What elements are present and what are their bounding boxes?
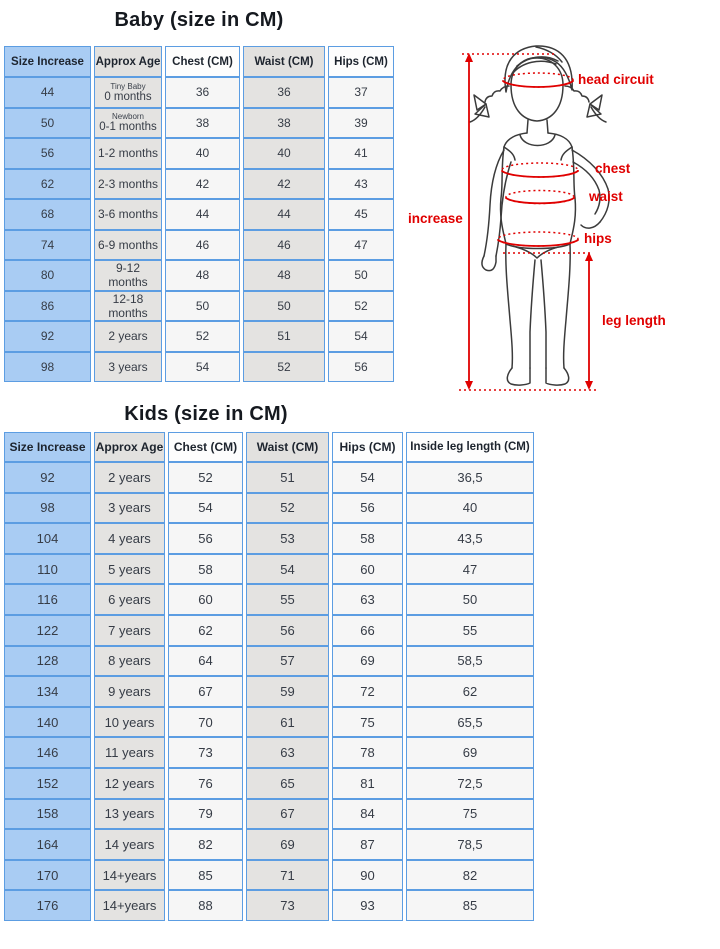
size-cell: 128 [4,646,91,677]
leg-cell: 75 [406,799,534,830]
age-cell: 1-2 months [94,138,162,169]
hips-cell: 81 [332,768,403,799]
column-header-approx-age: Approx Age [94,46,162,77]
age-cell: 14+years [94,890,165,921]
leg-cell: 40 [406,493,534,524]
waist-cell: 52 [243,352,325,383]
chest-cell: 76 [168,768,243,799]
waist-cell: 53 [246,523,329,554]
waist-cell: 63 [246,737,329,768]
chest-cell: 36 [165,77,240,108]
waist-cell: 67 [246,799,329,830]
waist-cell: 52 [246,493,329,524]
leg-cell: 62 [406,676,534,707]
hips-cell: 56 [328,352,394,383]
hips-cell: 93 [332,890,403,921]
age-cell: 2-3 months [94,169,162,200]
age-label: 0-1 months [99,121,157,134]
table-row [4,169,394,200]
leg-cell: 55 [406,615,534,646]
table-row [4,860,534,891]
waist-cell: 61 [246,707,329,738]
waist-cell: 40 [243,138,325,169]
chest-cell: 50 [165,291,240,322]
chest-cell: 44 [165,199,240,230]
kids-size-table [1,432,537,921]
size-cell: 158 [4,799,91,830]
waist-cell: 38 [243,108,325,139]
hips-cell: 60 [332,554,403,585]
size-cell: 176 [4,890,91,921]
size-cell: 86 [4,291,91,322]
chest-cell: 52 [165,321,240,352]
waist-cell: 59 [246,676,329,707]
age-cell: 2 years [94,462,165,493]
leg-cell: 50 [406,584,534,615]
age-cell: 9 years [94,676,165,707]
waist-cell: 51 [246,462,329,493]
column-header-hips: Hips (CM) [328,46,394,77]
column-header-hips: Hips (CM) [332,432,403,462]
size-cell: 68 [4,199,91,230]
table-row [4,230,394,261]
chest-cell: 67 [168,676,243,707]
chest-cell: 82 [168,829,243,860]
chest-cell: 42 [165,169,240,200]
chest-cell: 54 [165,352,240,383]
chest-cell: 64 [168,646,243,677]
waist-cell: 36 [243,77,325,108]
size-cell: 152 [4,768,91,799]
table-row [4,108,394,139]
size-cell: 92 [4,462,91,493]
waist-cell: 50 [243,291,325,322]
table-row [4,321,394,352]
table-row [4,77,394,108]
size-cell: 80 [4,260,91,291]
table-row [4,462,534,493]
waist-label: waist [589,189,623,204]
age-cell: 3 years [94,493,165,524]
hips-cell: 66 [332,615,403,646]
leg-cell: 58,5 [406,646,534,677]
column-header-waist: Waist (CM) [246,432,329,462]
chest-label: chest [595,161,631,176]
waist-cell: 56 [246,615,329,646]
chest-cell: 38 [165,108,240,139]
table-row [4,768,534,799]
size-cell: 140 [4,707,91,738]
age-cell: 5 years [94,554,165,585]
chest-cell: 73 [168,737,243,768]
table-row [4,615,534,646]
waist-cell: 46 [243,230,325,261]
chest-cell: 56 [168,523,243,554]
leg-length-label: leg length [602,313,666,328]
age-cell: 13 years [94,799,165,830]
table-row [4,707,534,738]
waist-cell: 73 [246,890,329,921]
size-cell: 104 [4,523,91,554]
waist-cell: 65 [246,768,329,799]
size-cell: 116 [4,584,91,615]
table-row [4,493,534,524]
chest-cell: 54 [168,493,243,524]
chest-cell: 85 [168,860,243,891]
hips-cell: 54 [332,462,403,493]
leg-cell: 69 [406,737,534,768]
hips-cell: 54 [328,321,394,352]
age-cell: 6 years [94,584,165,615]
column-header-size-increase: Size Increase [4,432,91,462]
table-row [4,523,534,554]
age-cell: 12 years [94,768,165,799]
table-row [4,676,534,707]
size-cell: 170 [4,860,91,891]
waist-cell: 42 [243,169,325,200]
leg-cell: 82 [406,860,534,891]
hips-cell: 45 [328,199,394,230]
age-label: 0 months [104,90,152,103]
size-cell: 164 [4,829,91,860]
hips-cell: 50 [328,260,394,291]
chest-cell: 62 [168,615,243,646]
waist-cell: 51 [243,321,325,352]
waist-cell: 48 [243,260,325,291]
size-cell: 110 [4,554,91,585]
size-cell: 74 [4,230,91,261]
size-cell: 146 [4,737,91,768]
size-cell: 122 [4,615,91,646]
header-row [4,432,534,462]
hips-cell: 84 [332,799,403,830]
age-cell: 7 years [94,615,165,646]
waist-cell: 55 [246,584,329,615]
hips-cell: 78 [332,737,403,768]
table-row [4,291,394,322]
age-cell: 4 years [94,523,165,554]
size-cell: 92 [4,321,91,352]
age-cell: 6-9 months [94,230,162,261]
table-row [4,584,534,615]
increase-label: increase [408,211,463,226]
chest-cell: 79 [168,799,243,830]
leg-cell: 65,5 [406,707,534,738]
chest-cell: 60 [168,584,243,615]
table-row [4,260,394,291]
age-cell: 11 years [94,737,165,768]
table-row [4,138,394,169]
waist-cell: 71 [246,860,329,891]
baby-size-table [1,46,397,382]
size-cell: 134 [4,676,91,707]
hips-cell: 52 [328,291,394,322]
hips-cell: 47 [328,230,394,261]
leg-cell: 43,5 [406,523,534,554]
chest-cell: 40 [165,138,240,169]
hips-cell: 75 [332,707,403,738]
hips-cell: 63 [332,584,403,615]
child-measurement-illustration [400,40,720,400]
age-cell [94,108,162,139]
hips-cell: 43 [328,169,394,200]
age-cell [94,77,162,108]
chest-cell: 58 [168,554,243,585]
hips-label: hips [584,231,612,246]
table-row [4,737,534,768]
size-cell: 98 [4,493,91,524]
table-row [4,352,394,383]
hips-cell: 39 [328,108,394,139]
size-cell: 50 [4,108,91,139]
age-cell: 3-6 months [94,199,162,230]
head-circuit-label: head circuit [578,72,654,87]
chest-cell: 46 [165,230,240,261]
hips-cell: 69 [332,646,403,677]
size-cell: 56 [4,138,91,169]
size-cell: 62 [4,169,91,200]
leg-cell: 85 [406,890,534,921]
column-header-size-increase: Size Increase [4,46,91,77]
age-cell: 9-12 months [94,260,162,291]
age-cell: 12-18 months [94,291,162,322]
baby-table-title: Baby (size in CM) [114,9,284,31]
age-note: Tiny Baby [110,81,146,91]
leg-cell: 47 [406,554,534,585]
column-header-waist: Waist (CM) [243,46,325,77]
waist-cell: 54 [246,554,329,585]
chest-cell: 48 [165,260,240,291]
leg-cell: 78,5 [406,829,534,860]
table-row [4,199,394,230]
table-row [4,799,534,830]
waist-cell: 44 [243,199,325,230]
column-header-inside-leg-length: Inside leg length (CM) [406,432,534,462]
age-cell: 14 years [94,829,165,860]
waist-cell: 69 [246,829,329,860]
chest-cell: 70 [168,707,243,738]
age-cell: 14+years [94,860,165,891]
table-row [4,829,534,860]
age-cell: 8 years [94,646,165,677]
size-cell: 44 [4,77,91,108]
waist-cell: 57 [246,646,329,677]
hips-cell: 72 [332,676,403,707]
kids-table-title: Kids (size in CM) [124,403,288,425]
hips-cell: 37 [328,77,394,108]
column-header-chest: Chest (CM) [168,432,243,462]
hips-cell: 58 [332,523,403,554]
age-note: Newborn [111,112,144,122]
table-row [4,646,534,677]
column-header-chest: Chest (CM) [165,46,240,77]
table-row [4,554,534,585]
table-row [4,890,534,921]
leg-cell: 36,5 [406,462,534,493]
hips-cell: 41 [328,138,394,169]
age-cell: 10 years [94,707,165,738]
header-row [4,46,394,77]
hips-cell: 87 [332,829,403,860]
age-cell: 3 years [94,352,162,383]
age-cell: 2 years [94,321,162,352]
chest-cell: 52 [168,462,243,493]
leg-cell: 72,5 [406,768,534,799]
chest-cell: 88 [168,890,243,921]
size-cell: 98 [4,352,91,383]
column-header-approx-age: Approx Age [94,432,165,462]
hips-cell: 90 [332,860,403,891]
hips-cell: 56 [332,493,403,524]
